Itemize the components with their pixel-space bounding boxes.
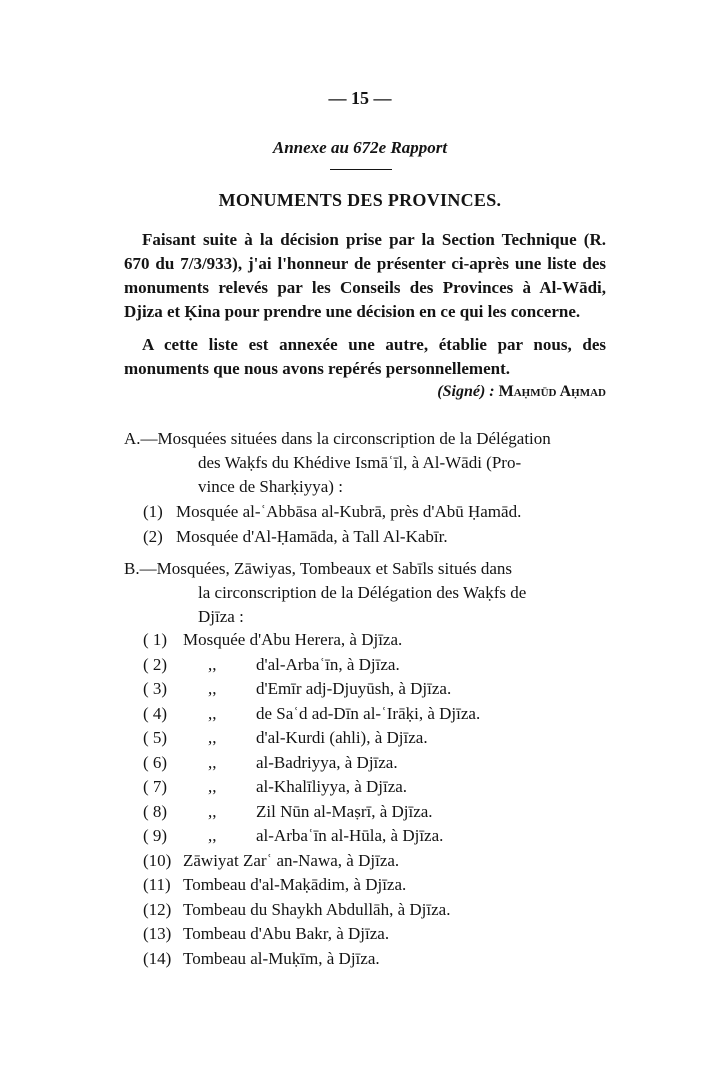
item-number: ( 2)	[143, 655, 168, 674]
ditto-mark: ,,	[208, 802, 217, 821]
section-b-header	[124, 557, 512, 581]
item-text: Zil Nūn al-Maṣrī, à Djīza.	[256, 802, 433, 821]
item-number: ( 6)	[143, 753, 168, 772]
intro-paragraph-2	[124, 333, 606, 381]
item-text: Tombeau al-Muḳīm, à Djīza.	[183, 949, 380, 968]
intro-paragraph-1	[124, 228, 606, 324]
item-text: Tombeau d'al-Maḳādim, à Djīza.	[183, 875, 407, 894]
signature	[124, 383, 606, 401]
section-b-line3: Djīza :	[198, 607, 244, 626]
item-number: (13)	[143, 924, 172, 943]
item-text: Mosquée d'Al-Ḥamāda, à Tall Al-Kabīr.	[176, 527, 448, 546]
item-number: ( 7)	[143, 777, 168, 796]
item-text: al-Khalīliyya, à Djīza.	[256, 777, 408, 796]
item-number: ( 9)	[143, 826, 168, 845]
ditto-mark: ,,	[208, 753, 217, 772]
item-number: ( 3)	[143, 679, 168, 698]
item-text: al-Arbaʿīn al-Hūla, à Djīza.	[256, 826, 444, 845]
section-heading: MONUMENTS DES PROVINCES.	[218, 190, 502, 210]
item-text: Tombeau du Shaykh Abdullāh, à Djīza.	[183, 900, 451, 919]
item-text: Tombeau d'Abu Bakr, à Djīza.	[183, 924, 390, 943]
item-text: al-Badriyya, à Djīza.	[256, 753, 398, 772]
item-text: Mosquée d'Abu Herera, à Djīza.	[183, 630, 403, 649]
signature-label: (Signé) :	[437, 383, 495, 400]
item-text: Zāwiyat Zarʿ an-Nawa, à Djīza.	[183, 851, 400, 870]
ditto-mark: ,,	[208, 655, 217, 674]
section-a-header	[124, 427, 551, 451]
signature-name: Maḥmūd Aḥmad	[498, 383, 606, 400]
item-text: d'Emīr adj-Djuyūsh, à Djīza.	[256, 679, 452, 698]
ditto-mark: ,,	[208, 728, 217, 747]
item-number: (1)	[143, 502, 163, 521]
intro-paragraph-1-text: Faisant suite à la décision prise par la Section Technique (R. 670 du 7/3/933), j'ai l'honneur de présenter ci-après une liste des monuments relevés par les Conseils des Provinces à Al-Wādi, Djiza et Ḳina pour prendre une décision en ce qui les concerne.	[124, 230, 606, 321]
item-number: ( 8)	[143, 802, 168, 821]
item-number: ( 4)	[143, 704, 168, 723]
item-text: Mosquée al-ʿAbbāsa al-Kubrā, près d'Abū Ḥamād.	[176, 502, 522, 521]
item-number: (10)	[143, 851, 172, 870]
item-text: d'al-Kurdi (ahli), à Djīza.	[256, 728, 428, 747]
item-number: (11)	[143, 875, 171, 894]
section-a-line1: —Mosquées situées dans la circonscription de la Délégation	[140, 429, 551, 448]
section-a-line3: vince de Sharḳiyya) :	[198, 477, 343, 496]
item-number: (14)	[143, 949, 172, 968]
section-a-line2: des Waḳfs du Khédive Ismāʿīl, à Al-Wādi (Pro-	[198, 453, 522, 472]
item-number: (12)	[143, 900, 172, 919]
ditto-mark: ,,	[208, 777, 217, 796]
ditto-mark: ,,	[208, 679, 217, 698]
section-b-line1: —Mosquées, Zāwiyas, Tombeaux et Sabīls situés dans	[139, 559, 513, 578]
item-text: d'al-Arbaʿīn, à Djīza.	[256, 655, 400, 674]
ditto-mark: ,,	[208, 704, 217, 723]
page-number: — 15 —	[328, 88, 392, 108]
item-text: de Saʿd ad-Dīn al-ʿIrāḳi, à Djīza.	[256, 704, 481, 723]
ditto-mark: ,,	[208, 826, 217, 845]
item-number: ( 1)	[143, 630, 168, 649]
section-b-line2: la circonscription de la Délégation des Waḳfs de	[198, 583, 527, 602]
title-rule	[330, 169, 392, 170]
annexe-title: Annexe au 672e Rapport	[272, 138, 448, 157]
section-a-label: A.	[124, 429, 141, 448]
intro-paragraph-2-text: A cette liste est annexée une autre, établie par nous, des monuments que nous avons repérés personnellement.	[124, 335, 606, 378]
item-number: (2)	[143, 527, 163, 546]
item-number: ( 5)	[143, 728, 168, 747]
section-b-label: B.	[124, 559, 140, 578]
